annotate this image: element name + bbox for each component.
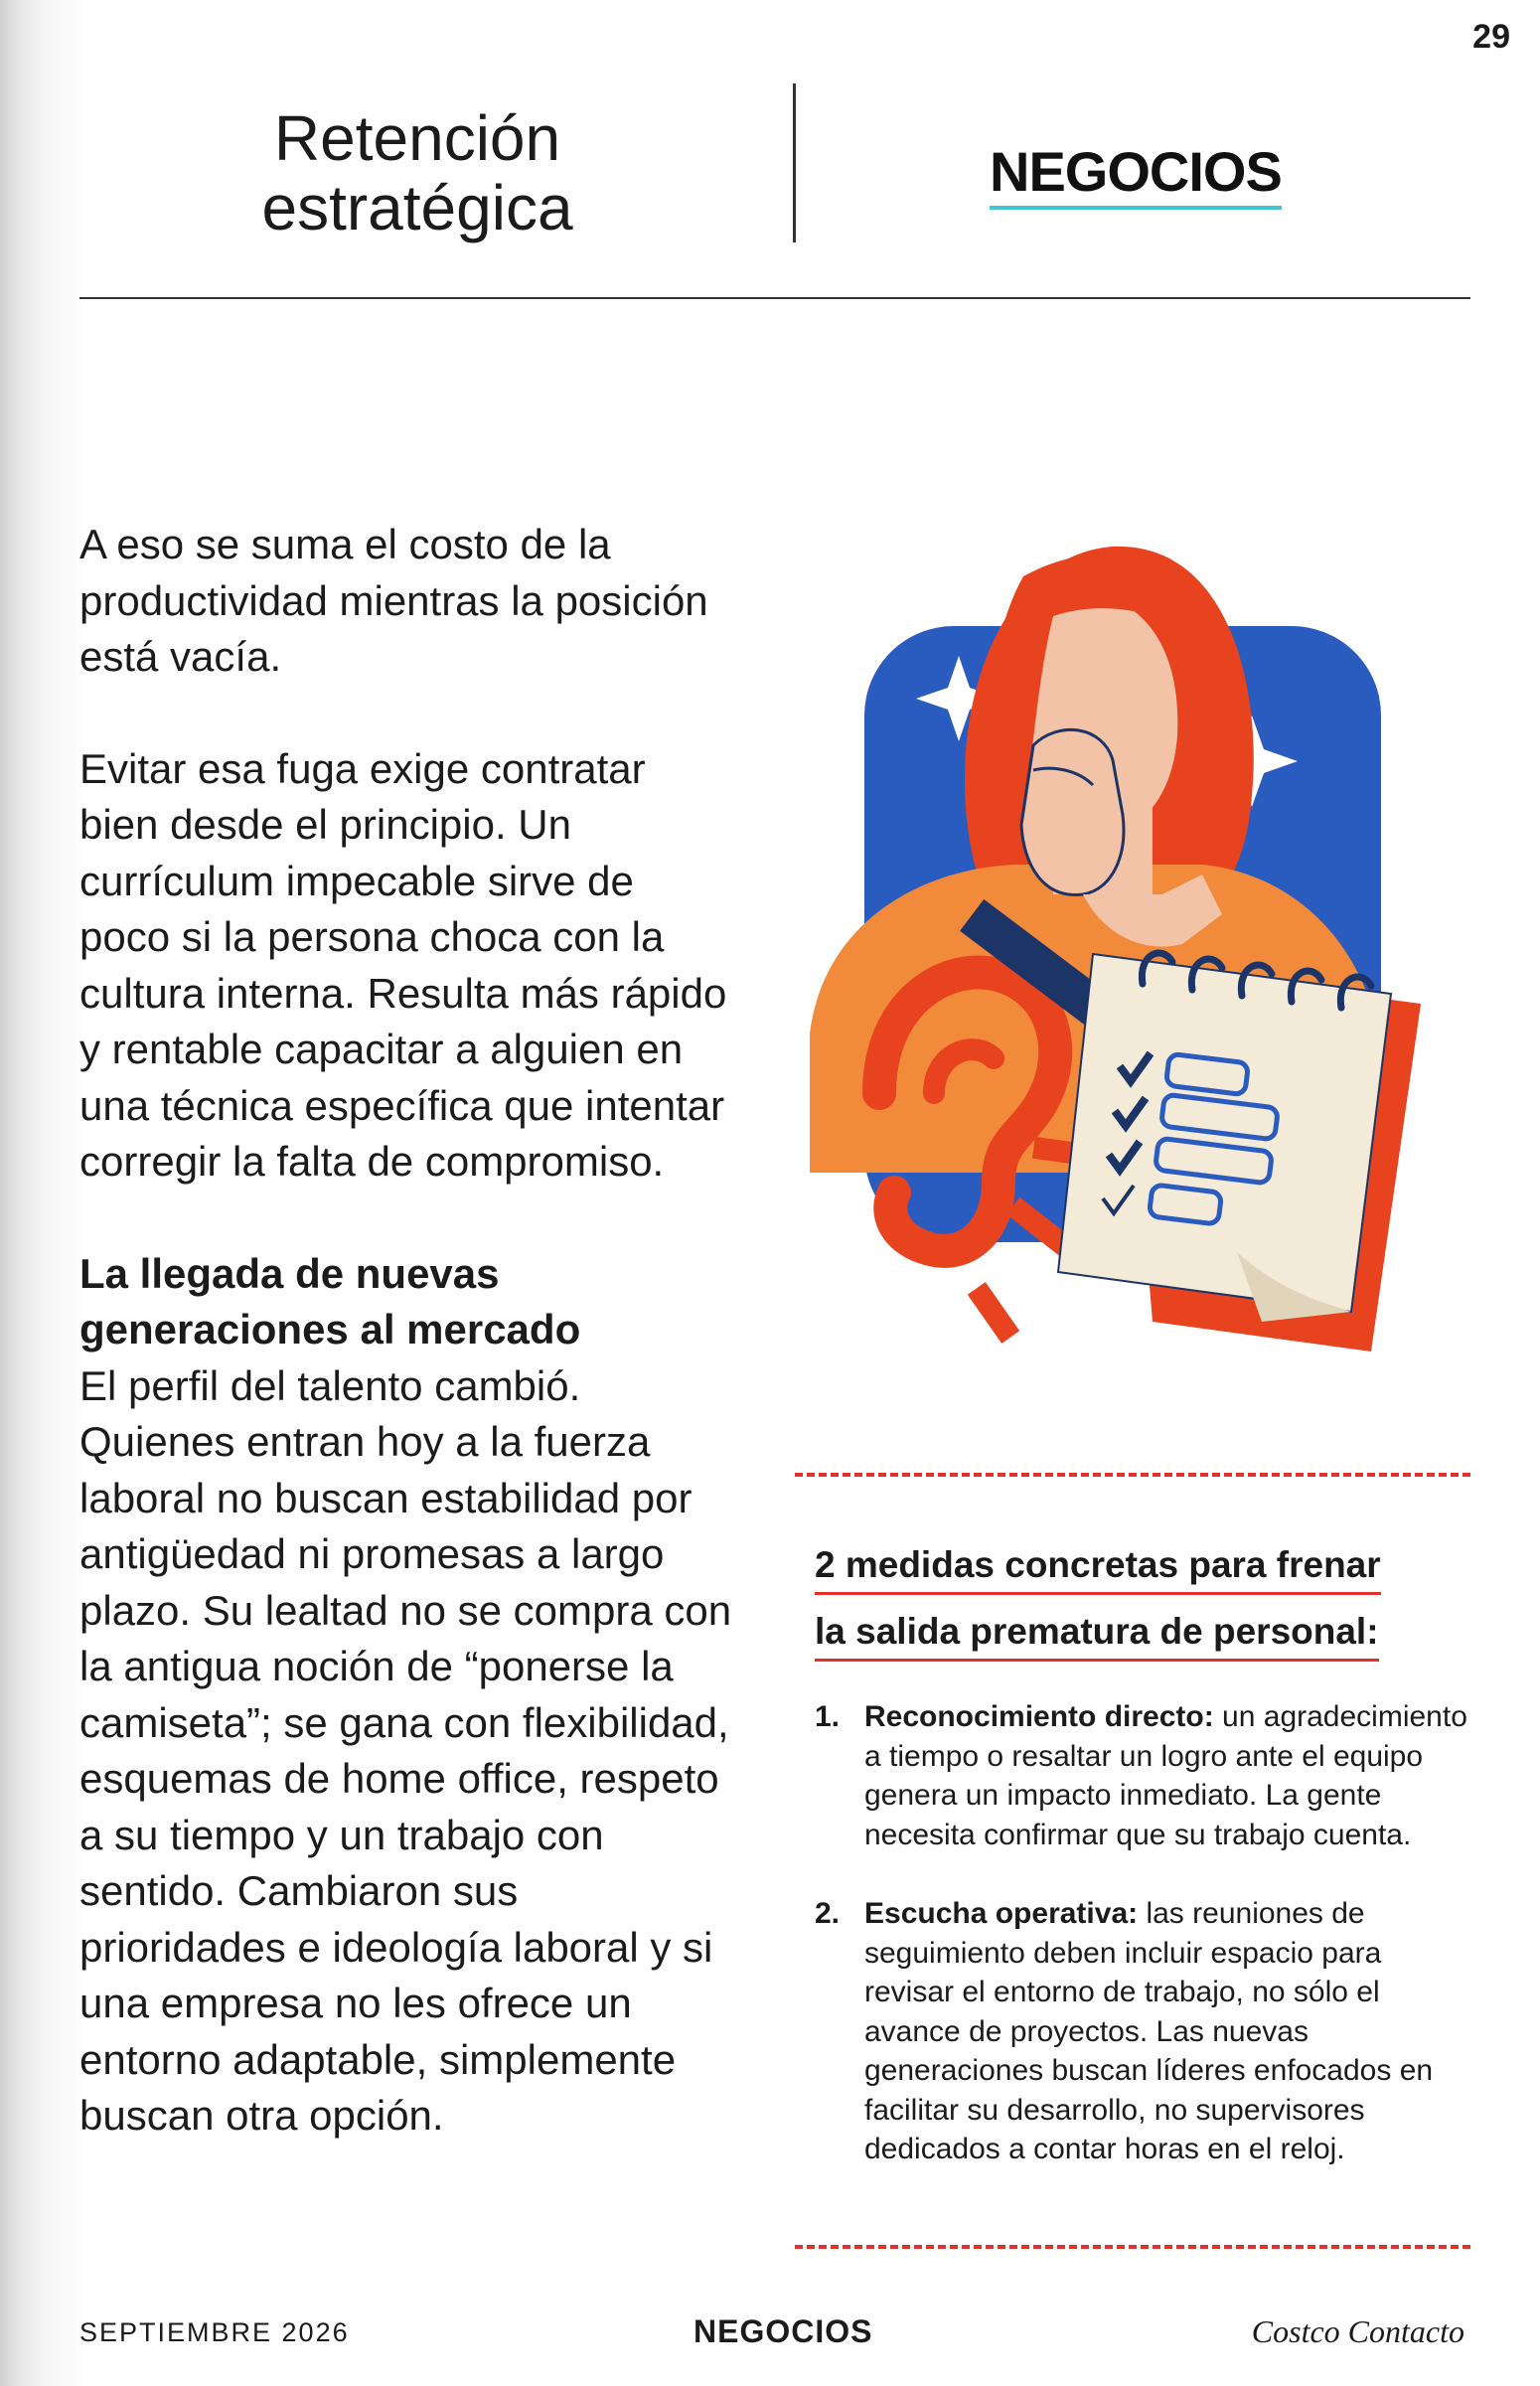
- list-item-number: 2.: [815, 1897, 841, 1930]
- section-label: NEGOCIOS: [990, 139, 1282, 210]
- sidebar-title-line-2: la salida prematura de personal:: [815, 1605, 1379, 1662]
- article-body: [79, 517, 735, 2200]
- body-paragraph: El perfil del talento cambió. Quienes entran hoy a la fuerza laboral no buscan estabilidad por antigüedad ni promesas a largo plazo. Su lealtad no se compra con la antigua noción de “ponerse la camiseta”; se gana con flexibilidad, esquemas de home office, respeto a su tiempo y un trabajo con sentido. Cambiaron sus prioridades e ideología laboral y si una empresa no les ofrece un entorno adaptable, simplemente buscan otra opción.: [79, 1361, 732, 2139]
- illustration-woman-listening: [785, 537, 1470, 1371]
- sidebar-divider-top: [795, 1473, 1470, 1477]
- footer-section: NEGOCIOS: [693, 2313, 873, 2349]
- page-title: [159, 103, 676, 242]
- article-subheading: La llegada de nuevas generaciones al mercado: [79, 1249, 581, 1352]
- sidebar-title-line-1: 2 medidas concretas para frenar: [815, 1538, 1381, 1595]
- header-rule: [79, 297, 1470, 299]
- list-item-number: 1.: [815, 1700, 841, 1733]
- list-item: [815, 1697, 1470, 1854]
- page-title-line-2: estratégica: [261, 172, 573, 243]
- list-item-title: Reconocimiento directo:: [864, 1700, 1214, 1733]
- page-number: 29: [1472, 18, 1510, 56]
- checklist-notepad-icon: [1058, 953, 1421, 1352]
- footer-date: SEPTIEMBRE 2026: [79, 2317, 350, 2347]
- list-item-title: Escucha operativa:: [864, 1897, 1139, 1930]
- body-paragraph: Evitar esa fuga exige contratar bien desde el principio. Un currículum impecable sirve de poco si la persona choca con la cultura interna. Resulta más rápido y rentable capacitar a alguien en una técnica específica que intentar corregir la falta de compromiso.: [79, 744, 727, 1185]
- measures-list: [815, 1697, 1470, 2209]
- sidebar-divider-bottom: [795, 2245, 1470, 2249]
- list-item-description: un agradecimiento a tiempo o resaltar un logro ante el equipo genera un impacto inmediato. La gente necesita confirmar que su trabajo cuenta.: [864, 1700, 1467, 1851]
- body-paragraph: A eso se suma el costo de la productividad mientras la posición está vacía.: [79, 521, 708, 680]
- header-divider: [793, 83, 796, 242]
- list-item: [815, 1894, 1470, 2169]
- list-item-text: [864, 1894, 1470, 2169]
- woman-hand: [1021, 729, 1124, 894]
- list-item-text: [864, 1697, 1470, 1854]
- sidebar-title: [815, 1534, 1451, 1668]
- list-item-description: las reuniones de seguimiento deben incluir espacio para revisar el entorno de trabajo, no sólo el avance de proyectos. Las nuevas generaciones buscan líderes enfocados en facilitar su desarrollo, no supervisores dedicados a contar horas en el reloj.: [864, 1897, 1434, 2165]
- page-title-line-1: Retención: [273, 102, 561, 174]
- footer-brand: Costco Contacto: [1251, 2313, 1464, 2349]
